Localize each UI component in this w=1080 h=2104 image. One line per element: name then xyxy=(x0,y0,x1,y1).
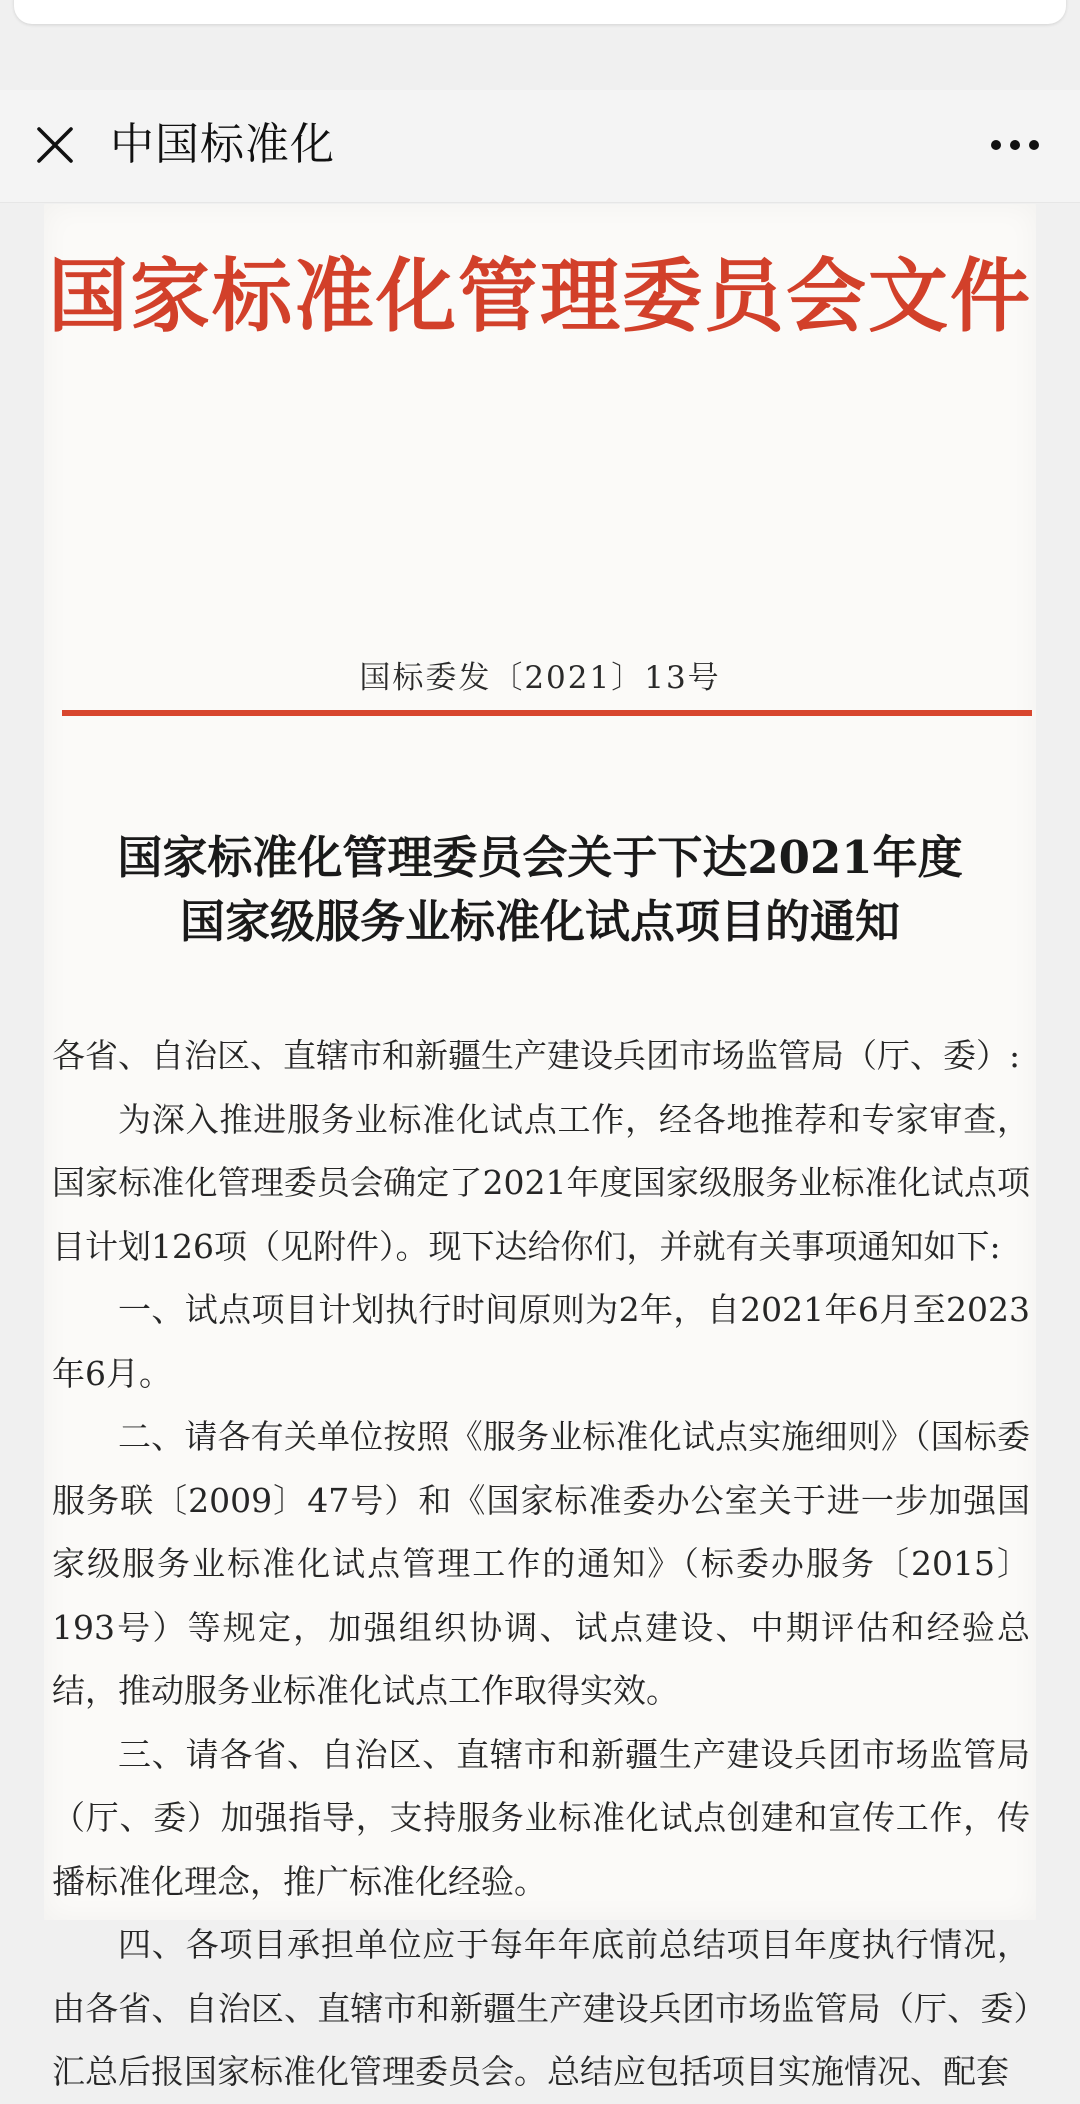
page-title: 中国标准化 xyxy=(110,119,335,170)
document-body xyxy=(52,1024,1030,2104)
paragraph-item-2: 二、请各有关单位按照《服务业标准化试点实施细则》（国标委服务联〔2009〕47号）和《国家标准委办公室关于进一步加强国家级服务业标准化试点管理工作的通知》（标委办服务〔2015〕193号）等规定，加强组织协调、试点建设、中期评估和经验总结，推动服务业标准化试点工作取得实效。 xyxy=(52,1417,1030,1710)
document-scan xyxy=(44,204,1036,2091)
title-line-2: 国家级服务业标准化试点项目的通知 xyxy=(179,895,900,948)
close-icon xyxy=(35,125,75,165)
document-number: 国标委发〔2021〕13号 xyxy=(359,660,721,696)
title-line-1: 国家标准化管理委员会关于下达2021年度 xyxy=(117,831,963,884)
paragraph-item-4: 四、各项目承担单位应于每年年底前总结项目年度执行情况，由各省、自治区、直辖市和新疆生产建设兵团市场监管局（厅、委）汇总后报国家标准化管理委员会。总结应包括项目实施情况、配套 xyxy=(52,1925,1030,2091)
top-strip xyxy=(0,0,1080,90)
salutation: 各省、自治区、直辖市和新疆生产建设兵团市场监管局（厅、委）: xyxy=(52,1036,1021,1075)
paragraph-item-1: 一、试点项目计划执行时间原则为2年，自2021年6月至2023年6月。 xyxy=(52,1290,1030,1393)
close-button[interactable] xyxy=(26,116,84,174)
more-options-button[interactable] xyxy=(980,116,1050,174)
document-title xyxy=(44,826,1036,954)
paragraph-item-3: 三、请各省、自治区、直辖市和新疆生产建设兵团市场监管局（厅、委）加强指导，支持服务业标准化试点创建和宣传工作，传播标准化理念，推广标准化经验。 xyxy=(52,1734,1030,1901)
paragraph-intro: 为深入推进服务业标准化试点工作，经各地推荐和专家审查，国家标准化管理委员会确定了2021年度国家级服务业标准化试点项目计划126项（见附件）。现下达给你们，并就有关事项通知如下: xyxy=(52,1099,1030,1266)
document-header: 国家标准化管理委员会文件 xyxy=(48,249,1032,343)
more-horizontal-icon xyxy=(989,138,1041,152)
red-divider xyxy=(62,710,1032,716)
navigation-bar xyxy=(0,90,1080,203)
previous-card xyxy=(14,0,1066,24)
